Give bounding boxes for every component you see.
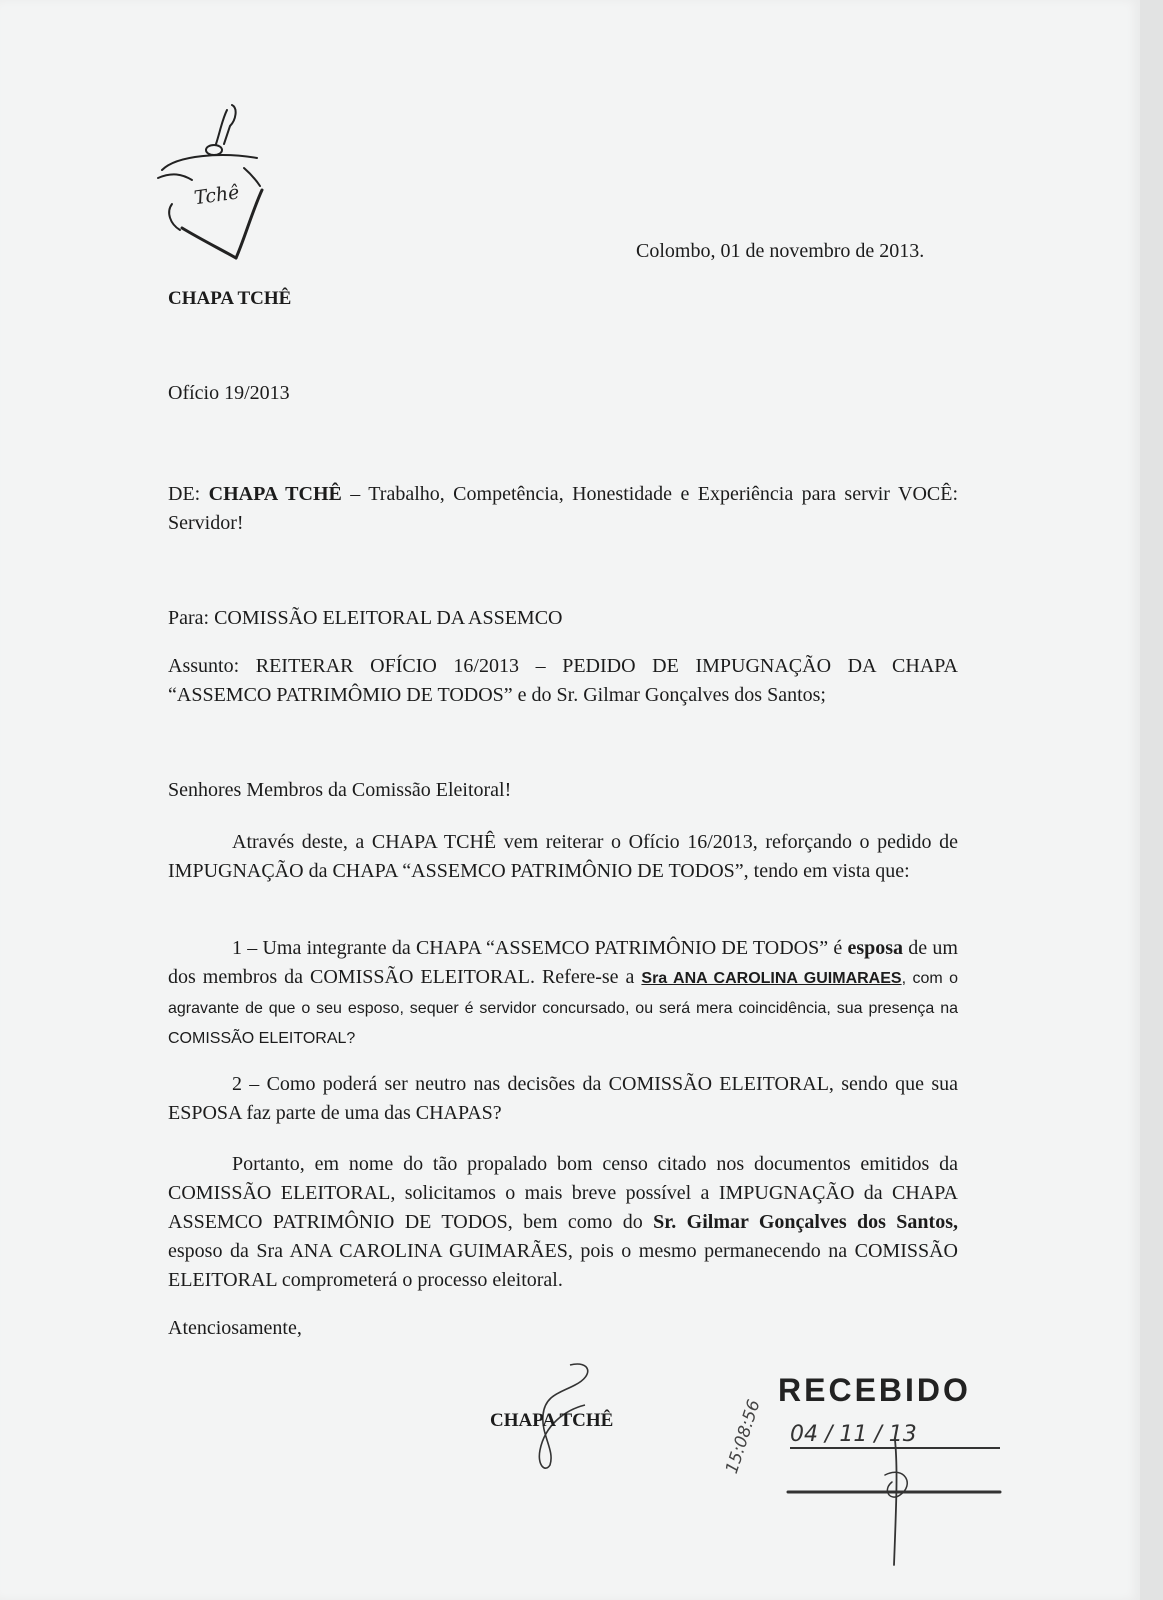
closing: Atenciosamente, [168, 1317, 302, 1339]
subject-line: Assunto: REITERAR OFÍCIO 16/2013 – PEDIDO DE IMPUGNAÇÃO DA CHAPA “ASSEMCO PATRIMÔMIO DE TODOS” e do Sr. Gilmar Gonçalves dos Santos; [168, 655, 958, 706]
salutation: Senhores Membros da Comissão Eleitoral! [168, 779, 512, 801]
signature-name: CHAPA TCHÊ [490, 1410, 614, 1431]
paragraph-request: Portanto, em nome do tão propalado bom censo citado nos documentos emitidos da COMISSÃO ELEITORAL, solicitamos o mais breve possível a IMPUGNAÇÃO da CHAPA ASSEMCO PATRIMÔNIO DE TODOS, bem como do Sr. Gilmar Gonçalves dos Santos, esposo da Sra ANA CAROLINA GUIMARÃES, pois o mesmo permanecendo na COMISSÃO ELEITORAL comprometerá o processo eleitoral. [168, 1153, 958, 1291]
svg-text:Tchê: Tchê [192, 181, 241, 210]
stamp-marks-icon [710, 1440, 1010, 1570]
pot-with-checkmark-logo-icon [152, 100, 282, 270]
to-line: Para: COMISSÃO ELEITORAL DA ASSEMCO [168, 607, 563, 629]
paragraph-intro: Através deste, a CHAPA TCHÊ vem reiterar o Ofício 16/2013, reforçando o pedido de IMPUGNAÇÃO da CHAPA “ASSEMCO PATRIMÔNIO DE TODOS”, tendo em vista que: [168, 831, 958, 882]
letter-date: Colombo, 01 de novembro de 2013. [636, 240, 925, 262]
from-label: DE: [168, 483, 209, 505]
received-stamp-date: 04 / 11 / 13 [790, 1422, 1000, 1449]
from-name: CHAPA TCHÊ [208, 483, 342, 505]
received-stamp-title: RECEBIDO [778, 1372, 971, 1408]
tche-logo [152, 100, 282, 270]
item-1: 1 – Uma integrante da CHAPA “ASSEMCO PATRIMÔNIO DE TODOS” é esposa de um dos membros da COMISSÃO ELEITORAL. Refere-se a Sra ANA CAROLINA GUIMARAES, com o agravante de que o seu esposo, sequer é servidor concursado, ou será mera coincidência, sua presença na COMISSÃO ELEITORAL? [168, 937, 958, 1047]
scan-edge [1140, 0, 1163, 1600]
sender-name: CHAPA TCHÊ [168, 288, 292, 309]
received-stamp-time: 15:08:56 [722, 1397, 765, 1477]
from-text: – Trabalho, Competência, Honestidade e Experiência para servir VOCÊ: Servidor! [168, 483, 959, 534]
highlighted-name: Sra ANA CAROLINA GUIMARAES [641, 970, 902, 987]
item-2: 2 – Como poderá ser neutro nas decisões da COMISSÃO ELEITORAL, sendo que sua ESPOSA faz parte de uma das CHAPAS? [168, 1073, 958, 1124]
oficio-number: Ofício 19/2013 [168, 382, 290, 404]
from-line [168, 480, 958, 538]
